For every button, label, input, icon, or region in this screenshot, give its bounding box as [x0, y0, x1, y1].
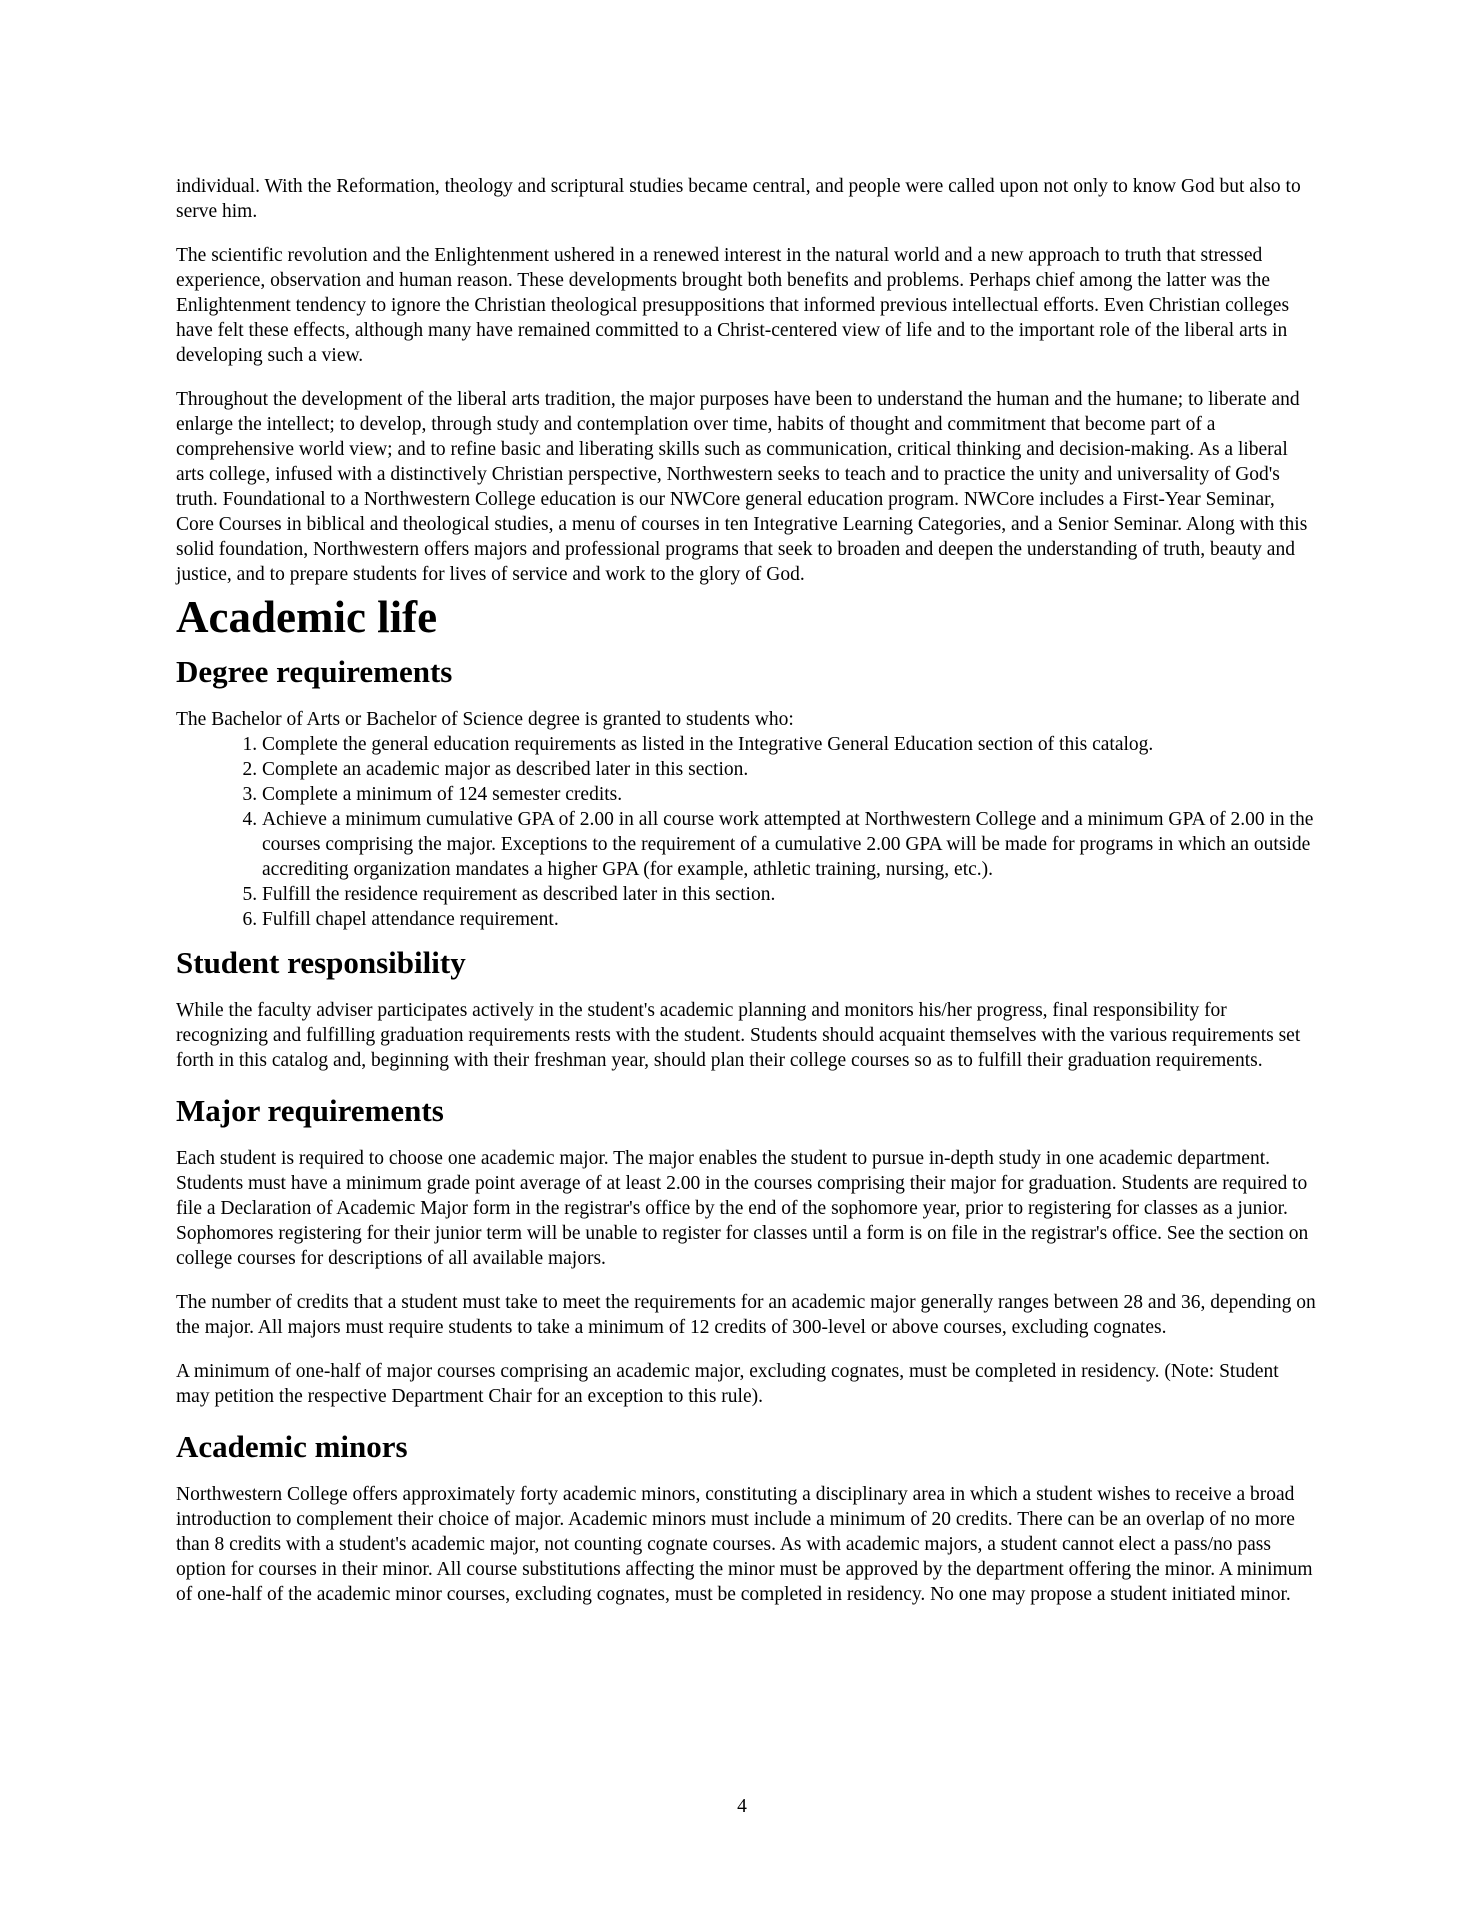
- list-item: 2. Complete an academic major as described later in this section.: [262, 757, 1316, 782]
- student-responsibility-paragraph: While the faculty adviser participates actively in the student's academic planning and monitors his/her progress, final responsibility for recognizing and fulfilling graduation requirements rests with the student. Students should acquaint themselves with the various requirements set forth in this catalog and, beginning with their freshman year, should plan their college courses so as to fulfill their graduation requirements.: [176, 1000, 1301, 1071]
- intro-paragraph-2: The scientific revolution and the Enlightenment ushered in a renewed interest in the natural world and a new approach to truth that stressed experience, observation and human reason. These developments brought both benefits and problems. Perhaps chief among the latter was the Enlightenment tendency to ignore the Christian theological presuppositions that informed previous intellectual efforts. Even Christian colleges have felt these effects, although many have remained committed to a Christ-centered view of life and to the important role of the liberal arts in developing such a view.: [176, 245, 1290, 366]
- list-item: 1. Complete the general education requirements as listed in the Integrative General Education section of this catalog.: [262, 732, 1316, 757]
- list-item: 6. Fulfill chapel attendance requirement.: [262, 907, 1316, 932]
- list-item: 5. Fulfill the residence requirement as described later in this section.: [262, 882, 1316, 907]
- heading-major-requirements: Major requirements: [176, 1093, 444, 1128]
- heading-degree-requirements: Degree requirements: [176, 654, 453, 689]
- list-item: 3. Complete a minimum of 124 semester credits.: [262, 782, 1316, 807]
- academic-minors-paragraph: Northwestern College offers approximately forty academic minors, constituting a disciplinary area in which a student wishes to receive a broad introduction to complement their choice of major. Academic minors must include a minimum of 20 credits. There can be an overlap of no more than 8 credits with a student's academic major, not counting cognate courses. As with academic majors, a student cannot elect a pass/no pass option for courses in their minor. All course substitutions affecting the minor must be approved by the department offering the minor. A minimum of one-half of the academic minor courses, excluding cognates, must be completed in residency. No one may propose a student initiated minor.: [176, 1484, 1313, 1605]
- heading-academic-minors: Academic minors: [176, 1429, 408, 1464]
- degree-requirements-list: [176, 732, 1316, 932]
- page-number: 4: [737, 1796, 747, 1817]
- heading-student-responsibility: Student responsibility: [176, 945, 466, 980]
- major-requirements-paragraph-1: Each student is required to choose one academic major. The major enables the student to pursue in-depth study in one academic department. Students must have a minimum grade point average of at least 2.00 in the courses comprising their major for graduation. Students are required to file a Declaration of Academic Major form in the registrar's office by the end of the sophomore year, prior to registering for classes as a junior. Sophomores registering for their junior term will be unable to register for classes until a form is on file in the registrar's office. See the section on college courses for descriptions of all available majors.: [176, 1148, 1309, 1269]
- major-requirements-paragraph-3: A minimum of one-half of major courses comprising an academic major, excluding cognates, must be completed in residency. (Note: Student may petition the respective Department Chair for an exception to this rule).: [176, 1361, 1279, 1407]
- document-page: [176, 174, 1316, 1607]
- list-item: 4. Achieve a minimum cumulative GPA of 2.00 in all course work attempted at Northwestern College and a minimum GPA of 2.00 in the courses comprising the major. Exceptions to the requirement of a cumulative 2.00 GPA will be made for programs in which an outside accrediting organization mandates a higher GPA (for example, athletic training, nursing, etc.).: [262, 807, 1316, 882]
- degree-requirements-intro: The Bachelor of Arts or Bachelor of Science degree is granted to students who:: [176, 709, 794, 730]
- intro-paragraph-1: individual. With the Reformation, theology and scriptural studies became central, and people were called upon not only to know God but also to serve him.: [176, 176, 1301, 222]
- major-requirements-paragraph-2: The number of credits that a student must take to meet the requirements for an academic major generally ranges between 28 and 36, depending on the major. All majors must require students to take a minimum of 12 credits of 300-level or above courses, excluding cognates.: [176, 1292, 1316, 1338]
- intro-paragraph-3: Throughout the development of the liberal arts tradition, the major purposes have been to understand the human and the humane; to liberate and enlarge the intellect; to develop, through study and contemplation over time, habits of thought and commitment that become part of a comprehensive world view; and to refine basic and liberating skills such as communication, critical thinking and decision-making. As a liberal arts college, infused with a distinctively Christian perspective, Northwestern seeks to teach and to practice the unity and universality of God's truth. Foundational to a Northwestern College education is our NWCore general education program. NWCore includes a First-Year Seminar, Core Courses in biblical and theological studies, a menu of courses in ten Integrative Learning Categories, and a Senior Seminar. Along with this solid foundation, Northwestern offers majors and professional programs that seek to broaden and deepen the understanding of truth, beauty and justice, and to prepare students for lives of service and work to the glory of God.: [176, 389, 1308, 585]
- section-title-academic-life: Academic life: [176, 592, 438, 642]
